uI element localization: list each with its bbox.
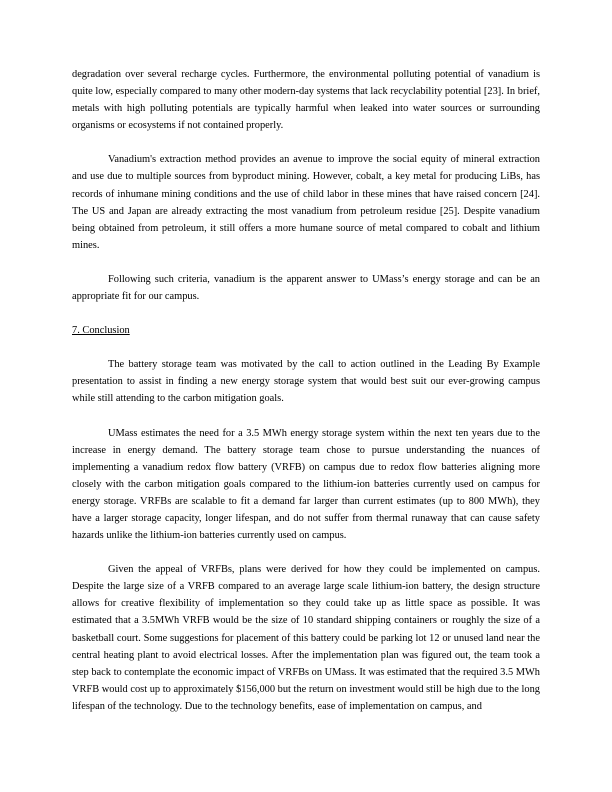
paragraph-conclusion-implementation: Given the appeal of VRFBs, plans were derived for how they could be implemented on campus. Despite the large size of a VRFB compared to an average large scale lithium-ion battery, the design structure allows for creative flexibility of implementation so they could take up as little space as possible. It was estimated that a 3.5MWh VRFB would be the size of 10 standard shipping containers or roughly the size of a basketball court. Some suggestions for placement of this battery could be parking lot 12 or unused land near the central heating plant to avoid electrical losses. After the implementation plan was figured out, the team took a step back to contemplate the economic impact of VRFBs on UMass. It was estimated that the required 3.5 MWh VRFB would cost up to approximately $156,000 but the return on investment would still be high due to the long lifespan of the technology. Due to the technology benefits, ease of implementation on campus, and xyxy=(72,564,540,712)
section-heading-conclusion: 7. Conclusion xyxy=(72,325,130,337)
paragraph-criteria-summary: Following such criteria, vanadium is the apparent answer to UMass’s energy storage and can be an appropriate fit for our campus. xyxy=(72,273,540,303)
document-page xyxy=(72,66,540,715)
paragraph-vanadium-extraction: Vanadium's extraction method provides an avenue to improve the social equity of mineral extraction and use due to multiple sources from byproduct mining. However, cobalt, a key metal for producing LiBs, has records of inhumane mining conditions and the use of child labor in these mines that have raised concern [24]. The US and Japan are already extracting the most vanadium from petroleum residue [25]. Despite vanadium being obtained from petroleum, it still offers a more humane source of metal compared to cobalt and lithium mines. xyxy=(72,154,540,251)
paragraph-vanadium-pollution: degradation over several recharge cycles. Furthermore, the environmental polluting potential of vanadium is quite low, especially compared to many other modern-day systems that lack recyclability potential [23]. In brief, metals with high polluting potentials are typically harmful when leaked into water sources or surrounding organisms or ecosystems if not contained properly. xyxy=(72,69,540,132)
paragraph-conclusion-motivation: The battery storage team was motivated by the call to action outlined in the Leading By Example presentation to assist in finding a new energy storage system that would best suit our ever-growing campus while still attending to the carbon mitigation goals. xyxy=(72,359,540,405)
paragraph-conclusion-estimates: UMass estimates the need for a 3.5 MWh energy storage system within the next ten years due to the increase in energy demand. The battery storage team chose to pursue understanding the nuances of implementing a vanadium redox flow battery (VRFB) on campus due to redox flow batteries aligning more closely with the carbon mitigation goals compared to the lithium-ion batteries currently used on campus for energy storage. VRFBs are scalable to fit a demand far larger than current estimates (up to 800 MWh), they have a larger storage capacity, longer lifespan, and do not suffer from thermal runaway that can cause safety hazards unlike the lithium-ion batteries currently used on campus. xyxy=(72,427,540,542)
